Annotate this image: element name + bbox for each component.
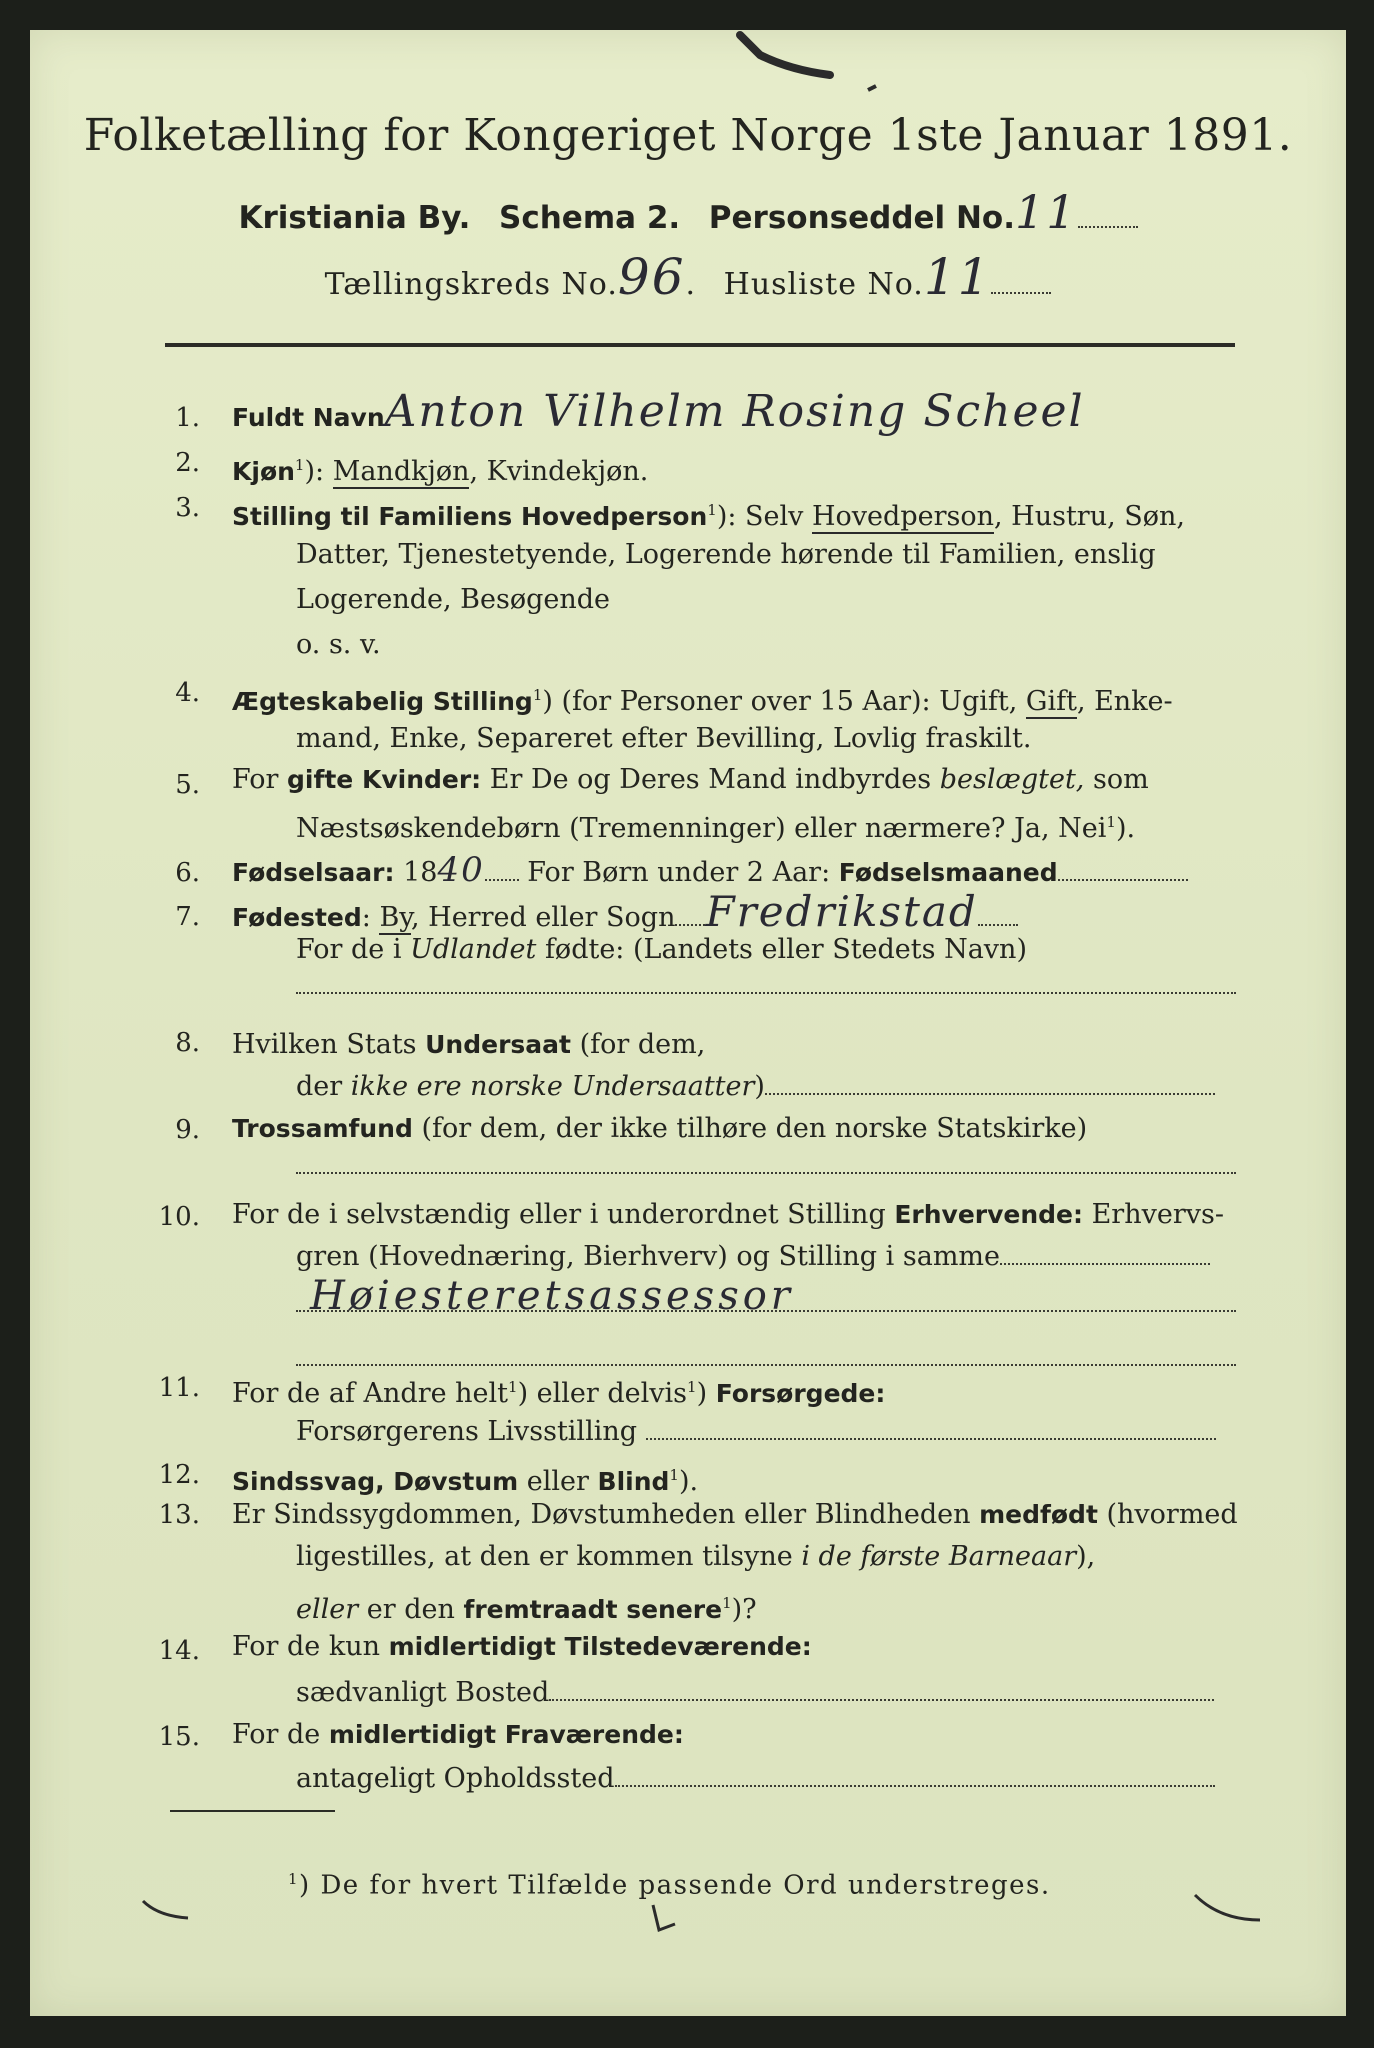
footnote-text: ) De for hvert Tilfælde passende Ord understreges. <box>299 1870 1051 1901</box>
item-marital-line1 <box>232 678 1173 719</box>
marital-text: , Enke- <box>1076 686 1173 717</box>
item-number: 5. <box>175 770 200 800</box>
item-position-line2: Datter, Tjenestetyende, Logerende hørende til Familien, enslig <box>296 539 1156 570</box>
footnote-ref: 1 <box>669 1466 679 1484</box>
item-sex <box>232 448 648 489</box>
item-number: 4. <box>175 678 200 708</box>
q5-bold: gifte Kvinder: <box>287 765 482 794</box>
q8-italic: ikke ere norske Undersaatter <box>350 1071 755 1102</box>
item-number: 1. <box>175 403 200 433</box>
item-number: 7. <box>175 902 200 932</box>
footnote <box>288 1862 1051 1903</box>
q7-text: For de i <box>296 934 411 965</box>
personseddel-dots <box>1078 226 1138 228</box>
husliste-label: Husliste No. <box>723 267 924 302</box>
item-citizenship-line2 <box>296 1070 1215 1104</box>
birth-year-prefix: 18 <box>394 857 438 888</box>
q13-text: (hvormed <box>1097 1499 1238 1530</box>
dots <box>485 879 519 881</box>
item-position-line4: o. s. v. <box>296 629 381 660</box>
q11-text: ) eller delvis <box>517 1378 688 1409</box>
item-number: 12. <box>158 1460 200 1490</box>
husliste-dots <box>991 292 1051 294</box>
item-citizenship-line1 <box>232 1028 705 1062</box>
item-full-name <box>232 382 1085 448</box>
answer-line <box>296 1310 1236 1312</box>
item-birthplace-line2 <box>296 933 1027 967</box>
q11-text: ) <box>696 1378 716 1409</box>
q7-text: fødte: (Landets eller Stedets Navn) <box>536 934 1027 965</box>
schema-label: Schema 2. <box>499 200 681 236</box>
item-number: 13. <box>158 1500 200 1530</box>
footnote-ref: 1 <box>722 1594 732 1612</box>
item-temp-present-line2 <box>296 1676 1214 1710</box>
q14-text: sædvanligt Bosted <box>296 1677 550 1708</box>
q12-text: ). <box>678 1466 699 1497</box>
item-supported-line2 <box>296 1415 1216 1449</box>
q5-text: Næstsøskendebørn (Tremenninger) eller nærmere? Ja, Nei <box>296 813 1107 844</box>
item-occupation-line1 <box>232 1198 1224 1232</box>
item-number: 11. <box>158 1373 200 1403</box>
q13-bold: medfødt <box>979 1500 1098 1529</box>
answer-line <box>296 1364 1236 1366</box>
q11-bold: Forsørgede: <box>715 1379 886 1408</box>
item-number: 3. <box>175 493 200 523</box>
dots <box>549 1699 1214 1701</box>
q15-text: For de <box>232 1719 329 1750</box>
item-number: 9. <box>175 1115 200 1145</box>
footnote-ref: 1 <box>532 686 543 704</box>
dots <box>1058 879 1188 881</box>
q5-text: som <box>1084 764 1149 795</box>
q8-text: Hvilken Stats <box>232 1029 426 1060</box>
q11-text: For de af Andre helt <box>232 1378 509 1409</box>
answer-line <box>296 992 1236 994</box>
ink-mark-center <box>645 1900 685 1940</box>
position-label: Stilling til Familiens Hovedperson <box>232 502 708 531</box>
header-rule <box>165 343 1235 347</box>
q7-italic: Udlandet <box>410 934 537 965</box>
full-name-value: Anton Vilhelm Rosing Scheel <box>384 386 1085 437</box>
personseddel-label: Personseddel No. <box>708 200 1015 236</box>
sex-label: Kjøn <box>232 457 295 486</box>
birth-month-label: Fødselsmaaned <box>838 858 1058 887</box>
item-religion <box>232 1112 1087 1146</box>
q8-text: ) <box>754 1071 765 1102</box>
q10-bold: Erhvervende: <box>894 1200 1084 1229</box>
q5-italic: beslægtet, <box>939 764 1085 795</box>
occupation-value: Høiesteretsassessor <box>310 1273 794 1319</box>
q13-text: ), <box>1076 1541 1096 1572</box>
footnote-rule <box>170 1810 335 1812</box>
footnote-ref: 1 <box>508 1378 518 1396</box>
item-temp-absent-line1 <box>232 1718 684 1752</box>
kreds-label: Tællingskreds No. <box>324 267 618 302</box>
q8-text: der <box>296 1071 351 1102</box>
dots <box>1000 1263 1210 1265</box>
q8-bold: Undersaat <box>425 1030 571 1059</box>
item-supported-line1 <box>232 1370 885 1411</box>
personseddel-number: 11 <box>1014 185 1078 239</box>
q10-text: For de i selvstændig eller i underordnet Stilling <box>232 1199 895 1230</box>
q5-text: ). <box>1115 813 1136 844</box>
q12-bold: Sindssvag, Døvstum <box>232 1467 519 1496</box>
position-text: ): Selv <box>716 501 812 532</box>
q11-text: Forsørgerens Livsstilling <box>296 1416 638 1447</box>
religion-label: Trossamfund <box>232 1114 413 1143</box>
birthplace-text: , Herred eller Sogn <box>410 902 676 933</box>
item-position-line1 <box>232 493 1185 534</box>
birthplace-text: : <box>361 902 380 933</box>
ink-mark-left <box>138 1896 218 1926</box>
q10-text: Erhvervs- <box>1083 1199 1224 1230</box>
marital-label: Ægteskabelig Stilling <box>232 687 533 716</box>
dots <box>978 924 1018 926</box>
position-text: , Hustru, Søn, <box>994 501 1185 532</box>
q13-text: er den <box>358 1594 464 1625</box>
q13-italic: i de første Barneaar <box>801 1541 1077 1572</box>
form-title: Folketælling for Kongeriget Norge 1ste Januar 1891. <box>83 110 1293 161</box>
birthplace-label: Fødested <box>232 903 362 932</box>
census-form <box>30 30 1346 2016</box>
item-congenital-line1 <box>232 1498 1238 1532</box>
ink-mark-right <box>1190 1890 1270 1930</box>
answer-line <box>296 1172 1236 1174</box>
q8-text: (for dem, <box>570 1029 706 1060</box>
footnote-ref: 1 <box>687 1378 697 1396</box>
item-number: 14. <box>158 1636 200 1666</box>
q12-text: eller <box>518 1466 598 1497</box>
q13-italic: eller <box>296 1594 359 1625</box>
full-name-label: Fuldt Navn <box>232 403 385 432</box>
q15-text: antageligt Opholdssted <box>296 1763 615 1794</box>
item-congenital-line2 <box>296 1540 1095 1574</box>
q10-text: gren (Hovednæring, Bierhverv) og Stilling i samme <box>296 1241 1001 1272</box>
marital-option-married: Gift <box>1025 686 1077 717</box>
item-congenital-line3 <box>296 1586 757 1627</box>
q5-text: For <box>232 764 288 795</box>
item-temp-absent-line2 <box>296 1762 1215 1796</box>
item-marital-line2: mand, Enke, Separeret efter Bevilling, Lovlig fraskilt. <box>296 723 1032 754</box>
footnote-ref: 1 <box>294 456 305 474</box>
religion-text: (for dem, der ikke tilhøre den norske Statskirke) <box>412 1113 1088 1144</box>
occupation-answer <box>310 1268 794 1329</box>
q13-bold: fremtraadt senere <box>463 1595 723 1624</box>
q13-text: Er Sindssygdommen, Døvstumheden eller Blindheden <box>232 1499 980 1530</box>
q13-text: )? <box>731 1594 757 1625</box>
footnote-ref: 1 <box>707 501 717 519</box>
q14-bold: midlertidigt Tilstedeværende: <box>388 1632 812 1661</box>
q13-text: ligestilles, at den er kommen tilsyne <box>296 1541 802 1572</box>
birthplace-value: Fredrikstad <box>705 887 978 936</box>
q14-text: For de kun <box>232 1631 389 1662</box>
birth-year-text: For Børn under 2 Aar: <box>518 857 839 888</box>
husliste-number: 11 <box>923 248 992 306</box>
item-number: 2. <box>175 448 200 478</box>
kreds-number: 96 <box>617 248 686 306</box>
ink-mark-top <box>720 30 900 100</box>
item-disability <box>232 1458 698 1499</box>
header-row-2: Tællingskreds No.96. Husliste No.11 <box>30 252 1346 310</box>
item-married-women-line1 <box>232 763 1149 797</box>
dots <box>765 1093 1215 1095</box>
item-position-line3: Logerende, Besøgende <box>296 584 610 615</box>
item-temp-present-line1 <box>232 1630 812 1664</box>
birth-year-value: 40 <box>437 850 485 890</box>
birth-year-label: Fødselsaar: <box>232 858 395 887</box>
sex-option-female: , Kvindekjøn. <box>469 456 649 487</box>
city-label: Kristiania By. <box>238 200 471 236</box>
dots <box>675 924 705 926</box>
birthplace-option-city: By <box>379 902 411 933</box>
dots <box>646 1438 1216 1440</box>
dots <box>615 1785 1215 1787</box>
q12-bold: Blind <box>597 1467 670 1496</box>
q5-text: Er De og Deres Mand indbyrdes <box>481 764 940 795</box>
item-number: 8. <box>175 1028 200 1058</box>
sex-sep: ): <box>304 456 333 487</box>
marital-text: ) (for Personer over 15 Aar): Ugift, <box>542 686 1026 717</box>
item-number: 15. <box>158 1722 200 1752</box>
sex-option-male: Mandkjøn <box>332 456 470 487</box>
item-number: 6. <box>175 858 200 888</box>
item-married-women-line2 <box>296 805 1135 846</box>
item-number: 10. <box>158 1202 200 1232</box>
position-option-head: Hovedperson <box>812 501 994 532</box>
header-row-1 <box>30 185 1346 241</box>
footnote-ref: 1 <box>1106 813 1116 831</box>
q15-bold: midlertidigt Fraværende: <box>328 1720 684 1749</box>
footnote-ref: 1 <box>288 1870 300 1888</box>
